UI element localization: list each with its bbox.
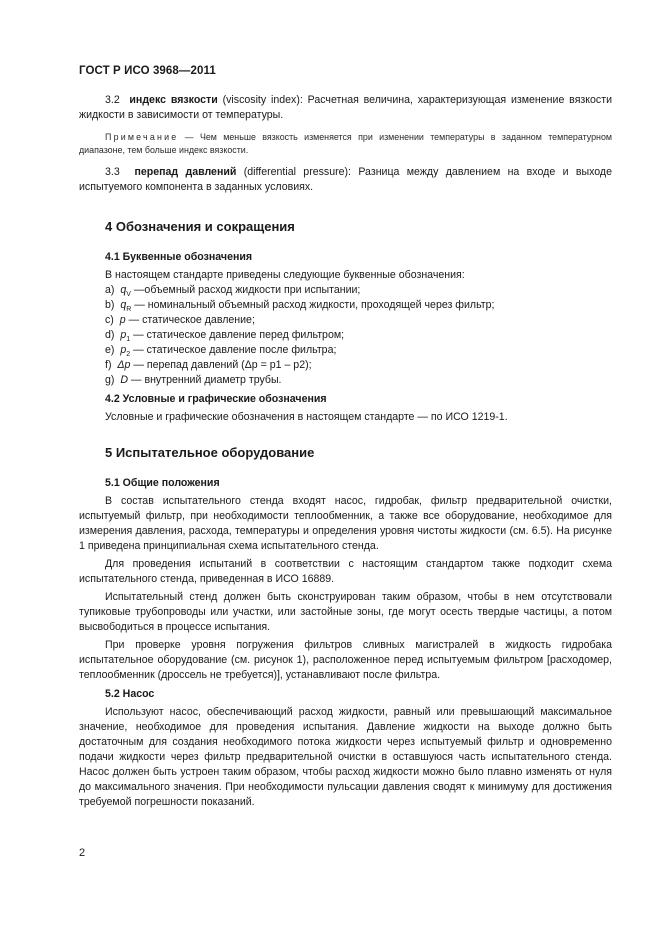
list-item: b) $q_R$ — номинальный объемный расход жидкости, проходящей через фильтр;	[105, 299, 495, 314]
section-5-2-heading: 5.2 Насос	[105, 688, 155, 700]
section-4-2-heading: 4.2 Условные и графические обозначения	[105, 393, 327, 405]
paragraph: Используют насос, обеспечивающий расход жидкости, равный или превышающий максимальное значение, необходимое для проведения испытания. Давление жидкости на выходе должно быть достаточным для создания необходимого потока жидкости через испытуемый фильтр и одновременно подачи жидкости через фильтр предварительной очистки в оставшуюся часть испытательного стенда. Насос должен быть устроен таким образом, чтобы расход жидкости можно было плавно изменять от нуля до максимального значения. При необходимости пульсации давления сводят к минимуму для достижения требуемой погрешности показаний.	[79, 706, 612, 808]
definition: (differential pressure): Разница между давлением на входе и выходе испытуемого компонента в заданных условиях.	[79, 166, 612, 193]
page-number: 2	[79, 847, 86, 859]
definition: (viscosity index): Расчетная величина, характеризующая изменение вязкости жидкости в зависимости от температуры.	[79, 94, 612, 121]
list-item: e) $p_2$ — статическое давление после фильтра;	[105, 344, 337, 359]
list-item: f) Δp — перепад давлений (Δp = p1 – p2);	[105, 359, 312, 371]
section-4-1-heading: 4.1 Буквенные обозначения	[105, 251, 253, 263]
graphic-symbols-text: Условные и графические обозначения в настоящем стандарте — по ИСО 1219-1.	[105, 411, 508, 423]
list-item: a) $q_V$ —объемный расход жидкости при испытании;	[105, 284, 361, 299]
section-5-heading: 5 Испытательное оборудование	[105, 445, 315, 460]
term: перепад давлений	[134, 166, 237, 178]
document-header: ГОСТ Р ИСО 3968—2011	[79, 65, 216, 77]
paragraph: Испытательный стенд должен быть сконструирован таким образом, чтобы в нем отсутствовали тупиковые трубопроводы или участки, или застойные зоны, где могут осесть твердые частицы, а потом высвободиться в процессе испытания.	[79, 591, 612, 633]
clause-number: 3.2	[105, 94, 120, 106]
list-item: g) D — внутренний диаметр трубы.	[105, 374, 282, 386]
section-5-1-heading: 5.1 Общие положения	[105, 477, 220, 489]
clause-number: 3.3	[105, 166, 120, 178]
paragraph: Для проведения испытаний в соответствии с настоящим стандартом также подходит схема испытательного стенда, приведенная в ИСО 16889.	[79, 558, 612, 585]
section-4-heading: 4 Обозначения и сокращения	[105, 219, 295, 234]
clause-3-2	[79, 93, 612, 123]
clause-3-3	[79, 165, 612, 195]
list-item: d) $p_1$ — статическое давление перед фильтром;	[105, 329, 345, 344]
list-item: c) p — статическое давление;	[105, 314, 255, 326]
paragraph: При проверке уровня погружения фильтров сливных магистралей в жидкость гидробака испытательное оборудование (см. рисунок 1), расположенное перед испытуемым фильтром [расходомер, теплообменник (дроссель не требуется)], устанавливают после фильтра.	[79, 639, 612, 681]
paragraph: В состав испытательного стенда входят насос, гидробак, фильтр предварительной очистки, испытуемый фильтр, при необходимости теплообменник, а также все оборудование, необходимое для измерения давления, расхода, температуры и определения уровня чистоты жидкости (см. 6.5). На рисунке 1 приведена принципиальная схема испытательного стенда.	[79, 495, 612, 552]
note-label: Примечание	[105, 132, 179, 142]
note-text: — Чем меньше вязкость изменяется при изменении температуры в заданном температурном диапазоне, тем больше индекс вязкости.	[79, 132, 612, 155]
document-body	[79, 93, 612, 810]
symbols-intro: В настоящем стандарте приведены следующие буквенные обозначения:	[105, 269, 465, 281]
note	[79, 131, 612, 157]
term: индекс вязкости	[129, 94, 218, 106]
symbols-list	[105, 283, 612, 388]
